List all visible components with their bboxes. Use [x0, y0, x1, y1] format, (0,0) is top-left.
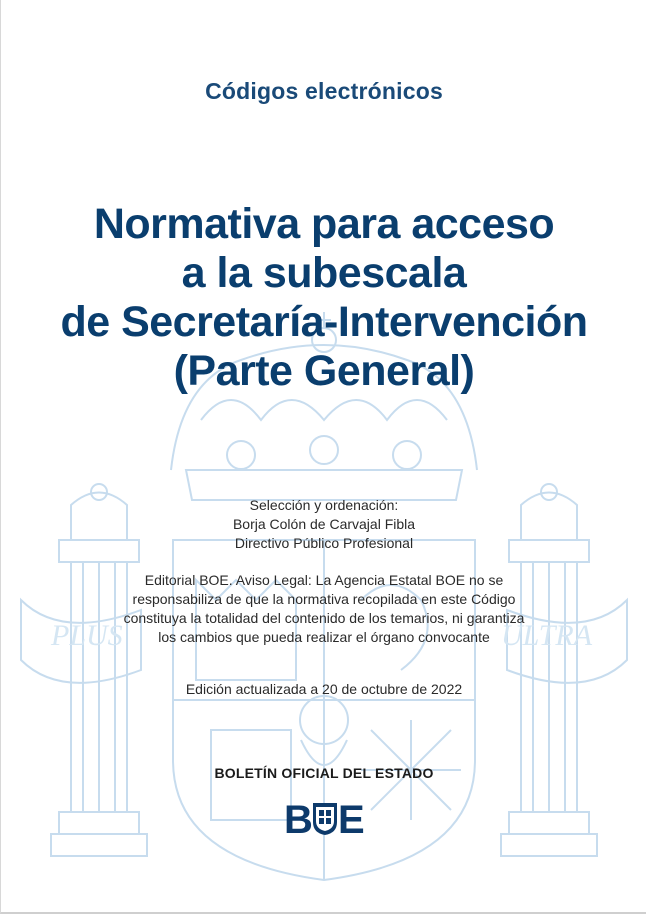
title-line: de Secretaría-Intervención [60, 298, 588, 346]
selection-author: Borja Colón de Carvajal Fibla [232, 516, 416, 532]
legal-notice [1, 571, 646, 647]
publisher-name: BOLETÍN OFICIAL DEL ESTADO [214, 765, 434, 781]
logo-shield-icon [313, 803, 337, 835]
legal-line: los cambios que pueda realizar el órgano convocante [158, 629, 490, 645]
title-line: a la subescala [181, 249, 467, 297]
logo-letter-b: B [284, 800, 313, 836]
logo-letter-e: E [338, 800, 365, 836]
selection-role: Directivo Público Profesional [234, 535, 414, 551]
boe-logo [284, 800, 366, 836]
edition-date: Edición actualizada a 20 de octubre de 2022 [185, 681, 463, 697]
legal-line: Editorial BOE. Aviso Legal: La Agencia Estatal BOE no se [144, 572, 504, 588]
title-line: Normativa para acceso [93, 200, 555, 248]
series-title: Códigos electrónicos [205, 78, 443, 104]
legal-line: responsabiliza de que la normativa recopilada en este Código [132, 591, 516, 607]
selection-credits [1, 496, 646, 553]
ribbon-right-text: ULTRA [501, 619, 593, 652]
title-line: (Parte General) [173, 347, 475, 395]
legal-line: constituya la totalidad del contenido de los temarios, ni garantiza [123, 610, 525, 626]
selection-heading: Selección y ordenación: [249, 497, 399, 513]
ribbon-left-text: PLUS [51, 619, 123, 652]
document-title [1, 200, 646, 396]
